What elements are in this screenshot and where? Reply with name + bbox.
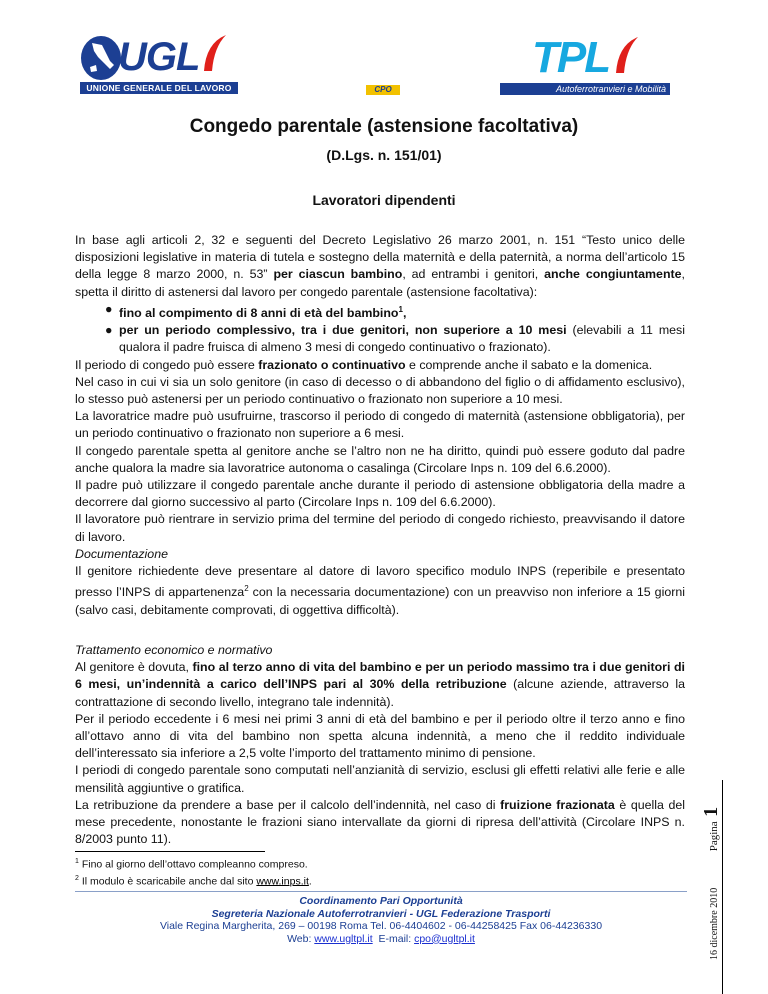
paragraph: Il padre può utilizzare il congedo parentale anche durante il periodo di astensione obbligatoria della madre a decorrere dal giorno successivo al parto (Circolare Inps n. 109 del 6.6.2000). [75,477,685,510]
paragraph: Il periodo di congedo può essere frazionato o continuativo e comprende anche il sabato e la domenica. [75,357,653,372]
footer-divider [75,891,687,892]
inps-link[interactable]: www.inps.it [256,875,309,887]
tpl-logo-text: TPL [532,33,610,82]
bullet-icon: ● [105,301,113,316]
footnotes [75,855,685,888]
page-footer [75,895,687,945]
paragraph: Il lavoratore può rientrare in servizio prima del termine del periodo di congedo richiesto, preavvisando il datore di lavoro. [75,512,685,544]
page-label: Pagina [708,821,720,852]
ugl-logo [80,33,240,95]
intro-paragraph: In base agli articoli 2, 32 e seguenti del Decreto Legislativo 26 marzo 2001, n. 151 “Testo unico delle disposizioni legislative in materia di tutela e sostegno della maternità e della paternità, a norma dell’articolo 15 della legge 8 marzo 2000, n. 53” per ciascun bambino, ad entrambi i genitori, anche congiuntamente, spetta il diritto di astenersi dal lavoro per congedo parentale (astensione facoltativa): [75,233,685,299]
tpl-bar: Autoferrotranvieri e Mobilità [500,83,670,95]
red-swoosh-icon [200,33,228,73]
footer-org: Coordinamento Pari Opportunità [299,895,463,907]
section-title: Lavoratori dipendenti [312,192,456,208]
red-swoosh-icon [612,35,640,75]
trattamento-section [75,642,685,848]
documentazione-section [75,546,685,619]
paragraph: La lavoratrice madre può usufruirne, trascorso il periodo di congedo di maternità (astensione obbligatoria), per un periodo continuativo o frazionato non superiore a 6 mesi. [75,409,685,441]
ugl-bar: UNIONE GENERALE DEL LAVORO [80,82,238,94]
footnote-2: $^2$ Il modulo è scaricabile anche dal sito www.inps.it. [75,874,312,887]
list-item: ● per un periodo complessivo, tra i due genitori, non superiore a 10 mesi (elevabili a 11 mesi qualora il padre fruisca di almeno 3 mesi di congedo continuativo o frazionato). [105,323,685,355]
list-item: ● fino al compimento di 8 anni di età del bambino$^1$, [105,301,407,320]
footer-contacts: Web: www.ugltpl.it E-mail: cpo@ugltpl.it [287,932,475,945]
paragraph: Nel caso in cui vi sia un solo genitore (in caso di decesso o di abbandono del figlio o di affidamento esclusivo), lo stesso può astenersi per un periodo continuativo o frazionato non superiore a 10 mesi. [75,374,685,406]
page-number: 1 [700,806,722,817]
tpl-logo [500,33,670,95]
side-header [700,807,723,960]
paragraph: Per il periodo eccedente i 6 mesi nei primi 3 anni di età del bambino e per il periodo oltre il terzo anno e fino all’ottavo anno di vita del bambino non spetta alcuna indennità, a meno che il reddito individuale dell’interessato sia inferiore a 2,5 volte l’importo del trattamento minimo di pensione. [75,711,685,761]
italy-map-icon [80,35,122,81]
email-link[interactable]: cpo@ugltpl.it [414,932,475,945]
footnote-divider [75,851,265,852]
intro-section [75,232,685,546]
paragraph: Il congedo parentale spetta al genitore anche se l’altro non ne ha diritto, quindi può essere goduto dal padre anche qualora la madre sia lavoratrice autonoma o casalinga (Circolare Inps n. 109 del 6.6.2000). [75,443,685,475]
page-title: Congedo parentale (astensione facoltativa) [189,116,579,137]
ugl-logo-text: UGL [118,35,200,79]
footer-address: Viale Regina Margherita, 269 – 00198 Roma Tel. 06-4404602 - 06-44258425 Fax 06-44236330 [159,920,603,932]
page-subtitle: (D.Lgs. n. 151/01) [326,147,442,163]
footnote-1: $^1$ Fino al giorno dell’ottavo compleanno compreso. [75,858,308,871]
paragraph: Al genitore è dovuta, fino al terzo anno di vita del bambino e per un periodo massimo tra i due genitori di 6 mesi, un’indennità a carico dell’INPS pari al 30% della retribuzione (alcune aziende, attraverso la contrattazione di secondo livello, integrano tale indennità). [75,660,685,709]
document-date: 16 dicembre 2010 [709,887,720,960]
section-heading: Trattamento economico e normativo [75,643,273,657]
cpo-label: CPO [366,85,400,95]
conditions-list [75,301,685,357]
paragraph: Il genitore richiedente deve presentare al datore di lavoro specifico modulo INPS (reperibile e presentato presso l’INPS di appartenenza$^2$ con la necessaria documentazione) con un preavviso non inferiore a 15 giorni (salvo casi, debitamente comprovati, di oggettiva difficoltà). [75,564,685,617]
paragraph: La retribuzione da prendere a base per il calcolo dell’indennità, nel caso di fruizione frazionata è quella del mese precedente, nonostante le frazioni siano intervallate da giorni di ripresa dell’attività (Circolare INPS n. 8/2003 punto 11). [75,797,686,847]
section-heading: Documentazione [75,547,168,561]
website-link[interactable]: www.ugltpl.it [314,932,373,945]
footer-secretariat: Segreteria Nazionale Autoferrotranvieri - UGL Federazione Trasporti [211,907,551,920]
bullet-icon: ● [105,323,113,338]
paragraph: I periodi di congedo parentale sono computati nell’anzianità di servizio, esclusi gli effetti relativi alle ferie e alle mensilità aggiuntive o gratifica. [75,763,685,795]
